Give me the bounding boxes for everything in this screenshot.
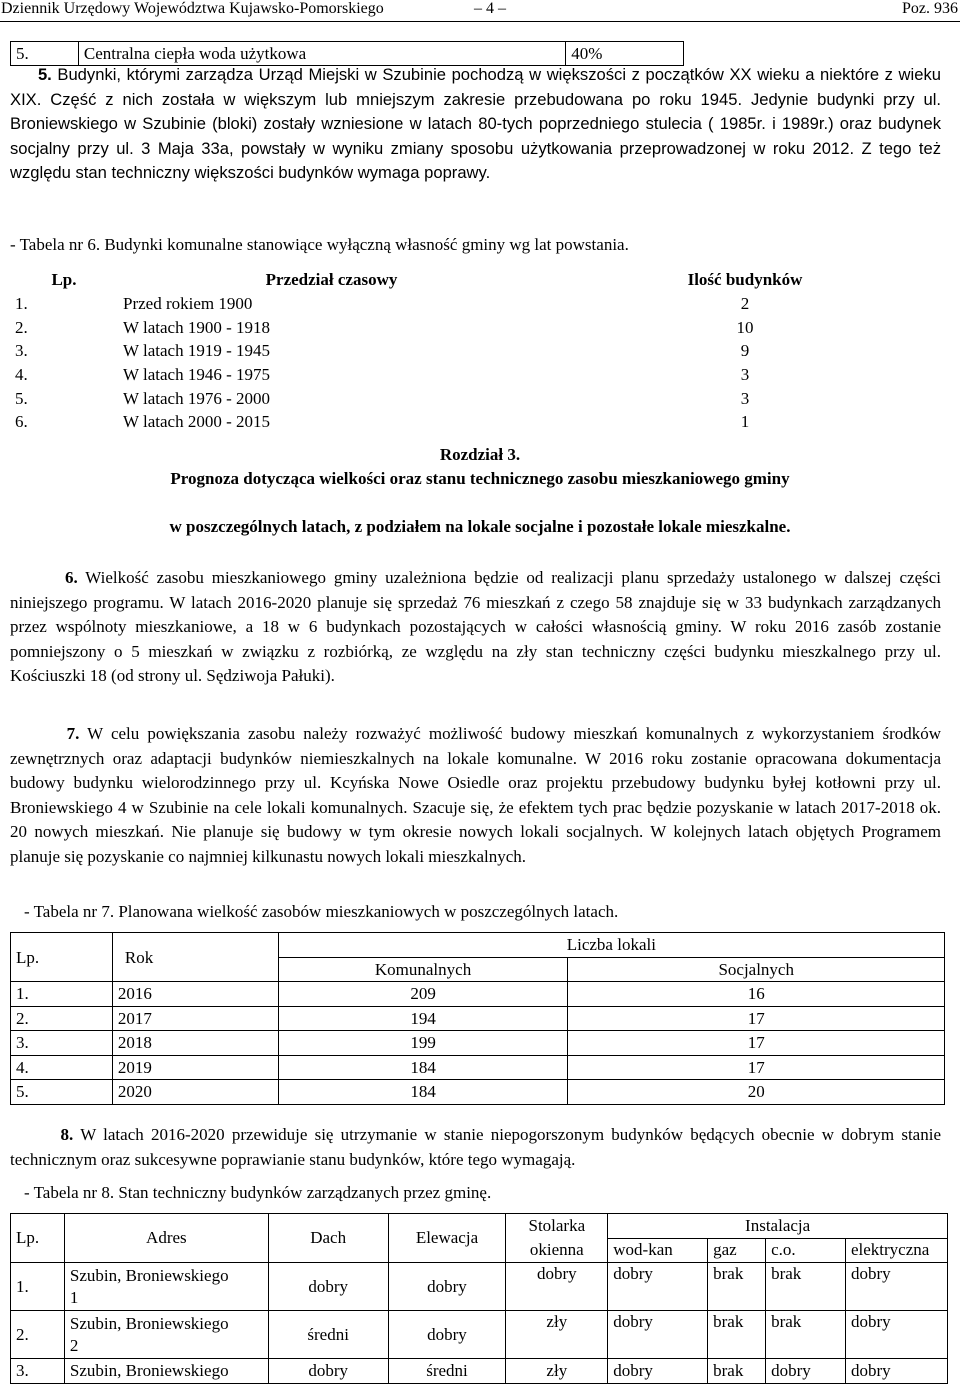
- address-line2: 1: [69, 1287, 79, 1307]
- cell-social: 20: [568, 1080, 945, 1105]
- header-rule: [0, 21, 960, 22]
- table-row: [11, 1055, 945, 1080]
- paragraph-number: 7.: [66, 724, 80, 743]
- table-row: [10, 315, 945, 339]
- paragraph-number: 8.: [60, 1125, 74, 1144]
- table-row: [10, 386, 945, 410]
- cell-social: 17: [568, 1055, 945, 1080]
- cell-communal: 184: [278, 1055, 568, 1080]
- cell-roof: dobry: [268, 1359, 388, 1384]
- cell-lp: 2.: [11, 1006, 113, 1031]
- cell-lp: 5.: [15, 388, 28, 408]
- header-lp: Lp.: [11, 933, 113, 982]
- cell-count: 9: [740, 341, 750, 361]
- cell-social: 16: [568, 982, 945, 1007]
- cell-electric: dobry: [845, 1263, 947, 1311]
- cell-heating: dobry: [766, 1359, 846, 1384]
- cell-count: 3: [740, 365, 750, 385]
- table8-caption: - Tabela nr 8. Stan techniczny budynków zarządzanych przez gminę.: [24, 1183, 492, 1202]
- paragraph-6: [10, 566, 941, 689]
- cell-count: 2: [740, 294, 750, 314]
- paragraph-number: 6.: [64, 568, 78, 587]
- header-social: Socjalnych: [568, 957, 945, 982]
- cell-count: 1: [740, 412, 750, 432]
- table-header-row: [11, 1214, 948, 1239]
- table-7: [10, 932, 945, 1105]
- cell-windows: zły: [506, 1311, 608, 1359]
- table-row: [11, 1006, 945, 1031]
- cell-num: 5.: [11, 42, 79, 66]
- cell-windows: zły: [506, 1359, 608, 1384]
- table6-caption: - Tabela nr 6. Budynki komunalne stanowiące wyłączną własność gminy wg lat powstania.: [10, 235, 629, 254]
- cell-facade: średni: [388, 1359, 506, 1384]
- cell-lp: 5.: [11, 1080, 113, 1105]
- page-number: – 4 –: [474, 0, 506, 17]
- cell-year: 2018: [112, 1031, 278, 1056]
- cell-communal: 209: [278, 982, 568, 1007]
- table-row: [10, 410, 945, 434]
- cell-address: [64, 1263, 268, 1311]
- cell-lp: 1.: [11, 982, 113, 1007]
- header-lp: Lp.: [11, 1214, 65, 1263]
- table-header-row: [10, 268, 945, 292]
- cell-year: 2020: [112, 1080, 278, 1105]
- table-row: [10, 363, 945, 387]
- table-row: [11, 1080, 945, 1105]
- cell-communal: 184: [278, 1080, 568, 1105]
- table-row: [11, 1031, 945, 1056]
- table-row: [11, 42, 684, 66]
- table-header-row: [11, 933, 945, 958]
- cell-lp: 1.: [15, 294, 28, 314]
- table7-caption: - Tabela nr 7. Planowana wielkość zasobów mieszkaniowych w poszczególnych latach.: [24, 902, 619, 921]
- page-header: [0, 0, 960, 22]
- cell-heating: brak: [766, 1263, 846, 1311]
- journal-title: Dziennik Urzędowy Województwa Kujawsko-Pomorskiego: [1, 0, 384, 17]
- header-communal: Komunalnych: [278, 957, 568, 982]
- cell-electric: dobry: [845, 1359, 947, 1384]
- header-facade: Elewacja: [388, 1214, 506, 1263]
- cell-address: [64, 1311, 268, 1359]
- table-row: [11, 1311, 948, 1359]
- cell-lp: 3.: [11, 1359, 65, 1384]
- cell-gas: brak: [708, 1263, 766, 1311]
- cell-heating: brak: [766, 1311, 846, 1359]
- table-row: [10, 339, 945, 363]
- header-installation: Instalacja: [608, 1214, 948, 1239]
- cell-lp: 2.: [11, 1311, 65, 1359]
- cell-lp: 4.: [15, 365, 28, 385]
- paragraph-7: [10, 722, 941, 869]
- cell-count: 3: [740, 388, 750, 408]
- cell-lp: 2.: [15, 317, 28, 337]
- cell-facade: dobry: [388, 1311, 506, 1359]
- header-year: Rok: [112, 933, 278, 982]
- cell-windows: dobry: [506, 1263, 608, 1311]
- header-lp: Lp.: [51, 270, 77, 290]
- cell-lp: 3.: [15, 341, 28, 361]
- header-period: Przedział czasowy: [265, 270, 398, 290]
- chapter-title-line2: w poszczególnych latach, z podziałem na lokale socjalne i pozostałe lokale mieszkalne.: [169, 517, 791, 536]
- cell-roof: średni: [268, 1311, 388, 1359]
- cell-communal: 199: [278, 1031, 568, 1056]
- header-units: Liczba lokali: [278, 933, 944, 958]
- header-roof: Dach: [268, 1214, 388, 1263]
- cell-gas: brak: [708, 1311, 766, 1359]
- cell-period: Przed rokiem 1900: [123, 294, 253, 314]
- table-row: [10, 292, 945, 316]
- paragraph-text: W latach 2016-2020 przewiduje się utrzymanie w stanie niepogorszonym budynków będących obecnie w dobrym stanie technicznym oraz sukcesywne poprawianie stanu budynków, które tego wymagają.: [10, 1125, 941, 1169]
- cell-roof: dobry: [268, 1263, 388, 1311]
- cell-electric: dobry: [845, 1311, 947, 1359]
- address-line1: Szubin, Broniewskiego: [69, 1265, 229, 1285]
- header-windows-l2: okienna: [506, 1238, 608, 1263]
- chapter-title-line1: Prognoza dotycząca wielkości oraz stanu technicznego zasobu mieszkaniowego gminy: [170, 469, 790, 488]
- cell-label: Centralna ciepła woda użytkowa: [78, 42, 565, 66]
- cell-year: 2017: [112, 1006, 278, 1031]
- cell-count: 10: [736, 317, 754, 337]
- header-gas: gaz: [708, 1238, 766, 1263]
- cell-lp: 6.: [15, 412, 28, 432]
- paragraph-text: Budynki, którymi zarządza Urząd Miejski w Szubinie pochodzą w większości z początków XX wieku a niektóre z wieku XIX. Część z nich została w większym lub mniejszym zakresie przebudowana po roku 1945. Jedynie budynki przy ul. Broniewskiego w Szubinie (bloki) zostały wzniesione w latach 80-tych poprzedniego stulecia ( 1985r. i 1989r.) oraz budynek socjalny przy ul. 3 Maja 33a, powstały w wyniku zmiany sposobu użytkowania przeprowadzonej w roku 2012. Z tego też względu stan techniczny większości budynków wymaga poprawy.: [10, 65, 941, 182]
- header-heating: c.o.: [766, 1238, 846, 1263]
- cell-lp: 3.: [11, 1031, 113, 1056]
- table-row: [11, 982, 945, 1007]
- paragraph-text: W celu powiększania zasobu należy rozważyć możliwość budowy mieszkań komunalnych z wykorzystaniem środków zewnętrznych oraz adaptacji budynków niemieszkalnych na lokale komunalne. W 2016 roku zostanie opracowana dokumentacja budowy budynku wielorodzinnego przy ul. Kcyńska Nowe Osiedle oraz projektu przebudowy budynku byłej kotłowni przy ul. Broniewskiego 4 w Szubinie na cele lokali komunalnych. Szacuje się, że efektem tych prac będzie pozyskanie w latach 2017-2018 ok. 20 nowych mieszkań. Nie planuje się budowy w tym okresie nowych lokali socjalnych. W kolejnych latach objętych Programem planuje się pozyskanie co najmniej kilkunastu nowych lokali mieszkalnych.: [10, 724, 942, 866]
- table-6: [10, 268, 945, 434]
- chapter-number: Rozdział 3.: [439, 445, 521, 464]
- header-electric: elektryczna: [845, 1238, 947, 1263]
- cell-water: dobry: [608, 1311, 708, 1359]
- cell-water: dobry: [608, 1359, 708, 1384]
- cell-period: W latach 2000 - 2015: [123, 412, 270, 432]
- cell-water: dobry: [608, 1263, 708, 1311]
- address-line2: 2: [69, 1335, 79, 1355]
- paragraph-8: [10, 1123, 941, 1172]
- cell-period: W latach 1976 - 2000: [123, 388, 270, 408]
- table-8: [10, 1213, 948, 1384]
- paragraph-number: 5.: [37, 65, 52, 84]
- cell-social: 17: [568, 1006, 945, 1031]
- header-address: Adres: [64, 1214, 268, 1263]
- header-windows-l1: Stolarka: [506, 1214, 608, 1239]
- cell-year: 2016: [112, 982, 278, 1007]
- paragraph-text: Wielkość zasobu mieszkaniowego gminy uzależniona będzie od realizacji planu sprzedaży ustalonego w dalszej części niniejszego programu. W latach 2016-2020 planuje się sprzedaż 76 mieszkań z czego 58 znajduje się w 33 budynkach zarządzanych przez wspólnoty mieszkaniowe, a 18 w 6 budynkach pozostających w całości własnością gminy. W roku 2016 zasób zostanie pomniejszony o 5 mieszkań w związku z rozbiórką, ze względu na zły stan techniczny części budynku mieszkalnego przy ul. Kościuszki 18 (od strony ul. Sędziwoja Pałuki).: [10, 568, 942, 685]
- cell-year: 2019: [112, 1055, 278, 1080]
- cell-facade: dobry: [388, 1263, 506, 1311]
- cell-gas: brak: [708, 1359, 766, 1384]
- cell-communal: 194: [278, 1006, 568, 1031]
- table-row: [11, 1263, 948, 1311]
- paragraph-5: [10, 63, 941, 186]
- header-count: Ilość budynków: [687, 270, 803, 290]
- address-line1: Szubin, Broniewskiego: [69, 1313, 229, 1333]
- position-number: Poz. 936: [902, 0, 958, 17]
- cell-social: 17: [568, 1031, 945, 1056]
- header-water: wod-kan: [608, 1238, 708, 1263]
- cell-period: W latach 1946 - 1975: [123, 365, 270, 385]
- table-row: [11, 1359, 948, 1384]
- cell-period: W latach 1900 - 1918: [123, 317, 270, 337]
- cell-value: 40%: [566, 42, 684, 66]
- cell-address: Szubin, Broniewskiego: [64, 1359, 268, 1384]
- cell-period: W latach 1919 - 1945: [123, 341, 270, 361]
- cell-lp: 1.: [11, 1263, 65, 1311]
- cell-lp: 4.: [11, 1055, 113, 1080]
